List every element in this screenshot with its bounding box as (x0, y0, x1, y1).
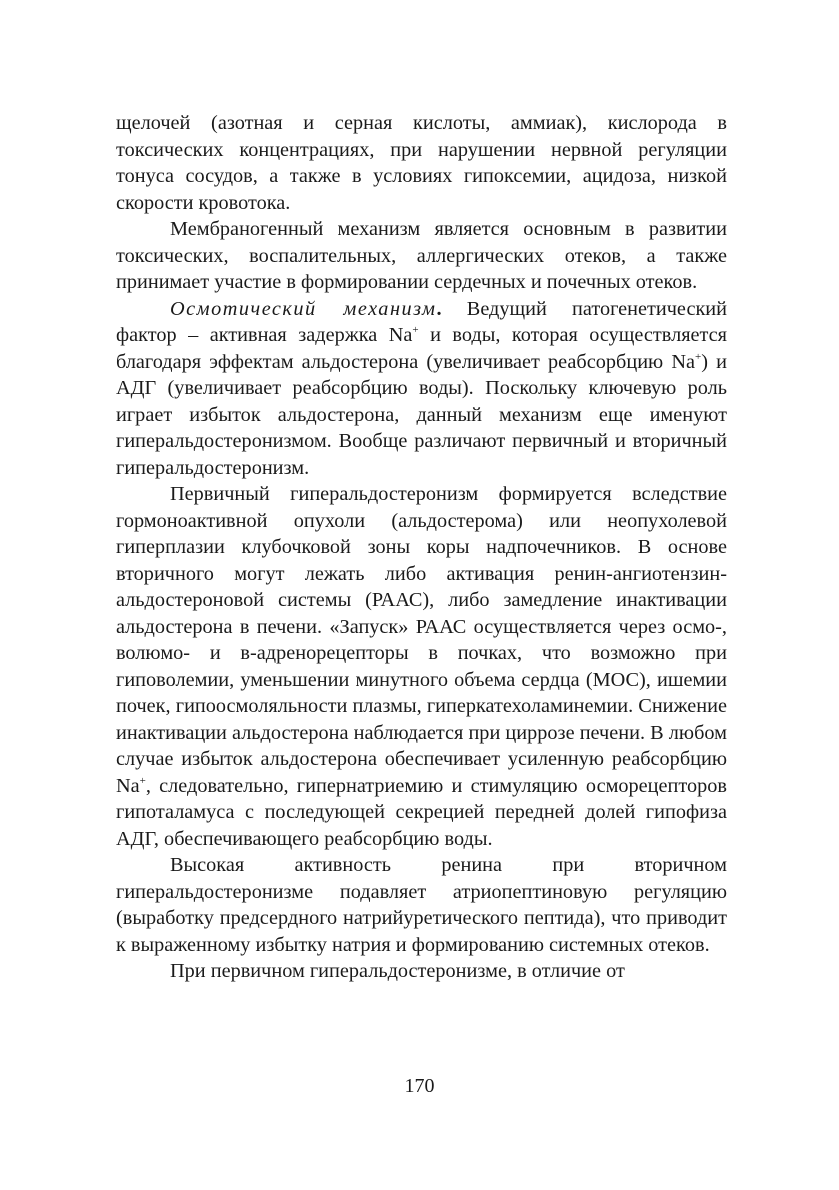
paragraph-1: щелочей (азотная и серная кислоты, аммиак), кислорода в токсических концентрациях, при нарушении нервной регуляции тонуса сосудов, а также в условиях гипоксемии, ацидоза, низкой скорости кровотока. (116, 112, 727, 214)
paragraph-4-text-a: Первичный гиперальдостеронизм формируется вследствие гормоноактивной опухоли (альдостерома) или неопухолевой гиперплазии клубочковой зоны коры надпочечников. В основе вторичного могут лежать либо активация ренин-ангиотензин-альдостероновой системы (РААС), либо замедление инактивации альдостерона в печени. «Запуск» РААС осуществляется через осмо-, волюмо- и в-адренорецепторы в почках, что возможно при гиповолемии, уменьшении минутного объема сердца (МОС), ишемии почек, гипоосмоляльности плазмы, гиперкатехоламинемии. Снижение инактивации альдостерона наблюдается при циррозе печени. В любом случае избыток альдостерона обеспечивает усиленную реабсорбцию Na (116, 483, 727, 797)
paragraph-3-text-a: Ведущий патогенетический фактор – активная задержка Na (116, 297, 728, 346)
paragraph-4-text-b: , следовательно, гипернатриемию и стимуляцию осморецепторов гипоталамуса с последующей секрецией передней долей гипофиза АДГ, обеспечивающего реабсорбцию воды. (116, 774, 727, 850)
paragraph-6: При первичном гиперальдостеронизме, в отличие от (170, 960, 625, 982)
paragraph-3-text-c: ) и АДГ (увеличивает реабсорбцию воды). Поскольку ключевую роль играет избыток альдостерона, данный механизм еще именуют гиперальдостеронизмом. Вообще различают первичный и вторичный гиперальдостеронизм. (116, 350, 727, 479)
page-number: 170 (404, 1075, 435, 1097)
paragraph-3-text-b: и воды, которая осуществляется благодаря эффектам альдостерона (увеличивает реабсорбцию Na (116, 324, 728, 373)
superscript-plus: + (139, 774, 146, 787)
superscript-plus: + (412, 324, 419, 337)
superscript-plus: + (695, 350, 702, 363)
page-body (116, 110, 727, 985)
paragraph-2: Мембраногенный механизм является основным в развитии токсических, воспалительных, аллергических отеков, а также принимает участие в формировании сердечных и почечных отеков. (116, 218, 727, 293)
paragraph-5: Высокая активность ренина при вторичном гиперальдостеронизме подавляет атриопептиновую регуляцию (выработку предсердного натрийуретического пептида), что приводит к выраженному избытку натрия и формированию системных отеков. (116, 854, 727, 956)
section-term: Осмотический механизм (170, 297, 437, 320)
paragraph-4 (116, 481, 727, 852)
section-term-punct: . (436, 297, 442, 320)
paragraph-3 (116, 296, 727, 482)
